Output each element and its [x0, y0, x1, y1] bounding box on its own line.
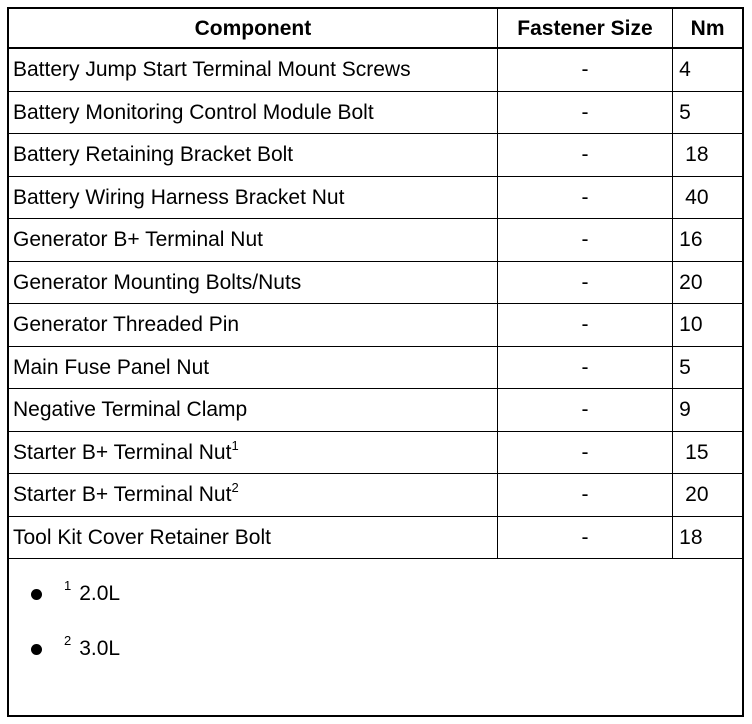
component-cell: [9, 176, 497, 219]
fastener-size-cell: -: [497, 346, 672, 389]
footnote-marker: 1: [64, 577, 72, 593]
component-cell: [9, 346, 497, 389]
bullet-icon: [31, 644, 42, 655]
footnote-ref: 2: [231, 480, 239, 496]
component-cell: [9, 48, 497, 91]
table-row: [9, 91, 742, 134]
component-name: Negative Terminal Clamp: [13, 398, 248, 422]
fastener-size-cell: -: [497, 304, 672, 347]
table-row: [9, 389, 742, 432]
nm-value-cell: 20: [673, 261, 742, 304]
component-cell: [9, 91, 497, 134]
table-row: [9, 219, 742, 262]
table-row: [9, 431, 742, 474]
nm-value-cell: 18: [673, 134, 742, 177]
nm-value-cell: 15: [673, 431, 742, 474]
component-name: Battery Wiring Harness Bracket Nut: [13, 185, 345, 209]
component-name: Battery Retaining Bracket Bolt: [13, 143, 294, 167]
component-name: Battery Jump Start Terminal Mount Screws: [13, 58, 411, 82]
header-fastener-size: Fastener Size: [497, 9, 672, 48]
header-component: Component: [9, 9, 497, 48]
bullet-icon: [31, 589, 42, 600]
table-row: [9, 516, 742, 559]
footnote-ref: 1: [231, 437, 239, 453]
component-name: Generator B+ Terminal Nut: [13, 228, 263, 252]
component-cell: [9, 134, 497, 177]
component-name: Starter B+ Terminal Nut: [13, 440, 232, 464]
component-cell: [9, 474, 497, 517]
nm-value-cell: 5: [673, 346, 742, 389]
table-row: [9, 304, 742, 347]
footnote-2: [31, 632, 121, 661]
fastener-size-cell: -: [497, 219, 672, 262]
torque-spec-table-frame: [7, 7, 744, 717]
footnotes: [9, 564, 742, 715]
component-cell: [9, 516, 497, 559]
footnote-marker: 2: [64, 632, 72, 648]
table-header-row: [9, 9, 742, 48]
component-cell: [9, 389, 497, 432]
fastener-size-cell: -: [497, 261, 672, 304]
nm-value-cell: 16: [673, 219, 742, 262]
component-cell: [9, 304, 497, 347]
component-cell: [9, 219, 497, 262]
nm-value-cell: 4: [673, 48, 742, 91]
table-row: [9, 176, 742, 219]
fastener-size-cell: -: [497, 48, 672, 91]
nm-value-cell: 40: [673, 176, 742, 219]
fastener-size-cell: -: [497, 474, 672, 517]
nm-value-cell: 9: [673, 389, 742, 432]
footnote-1: [31, 577, 121, 606]
nm-value-cell: 18: [673, 516, 742, 559]
header-nm: Nm: [673, 9, 742, 48]
component-name: Generator Threaded Pin: [13, 313, 240, 337]
nm-value-cell: 10: [673, 304, 742, 347]
component-cell: [9, 261, 497, 304]
fastener-size-cell: -: [497, 431, 672, 474]
component-name: Main Fuse Panel Nut: [13, 355, 210, 379]
fastener-size-cell: -: [497, 516, 672, 559]
component-name: Tool Kit Cover Retainer Bolt: [13, 525, 271, 549]
fastener-size-cell: -: [497, 176, 672, 219]
table-row: [9, 48, 742, 91]
nm-value-cell: 20: [673, 474, 742, 517]
fastener-size-cell: -: [497, 134, 672, 177]
component-cell: [9, 431, 497, 474]
fastener-size-cell: -: [497, 389, 672, 432]
component-name: Starter B+ Terminal Nut: [13, 483, 232, 507]
footnote-text: 3.0L: [79, 637, 121, 660]
table-row: [9, 346, 742, 389]
table-row: [9, 261, 742, 304]
component-name: Generator Mounting Bolts/Nuts: [13, 270, 302, 294]
table-row: [9, 474, 742, 517]
footnote-text: 2.0L: [79, 582, 121, 605]
nm-value-cell: 5: [673, 91, 742, 134]
component-name: Battery Monitoring Control Module Bolt: [13, 100, 374, 124]
table-row: [9, 134, 742, 177]
fastener-size-cell: -: [497, 91, 672, 134]
torque-spec-table: [9, 9, 742, 559]
